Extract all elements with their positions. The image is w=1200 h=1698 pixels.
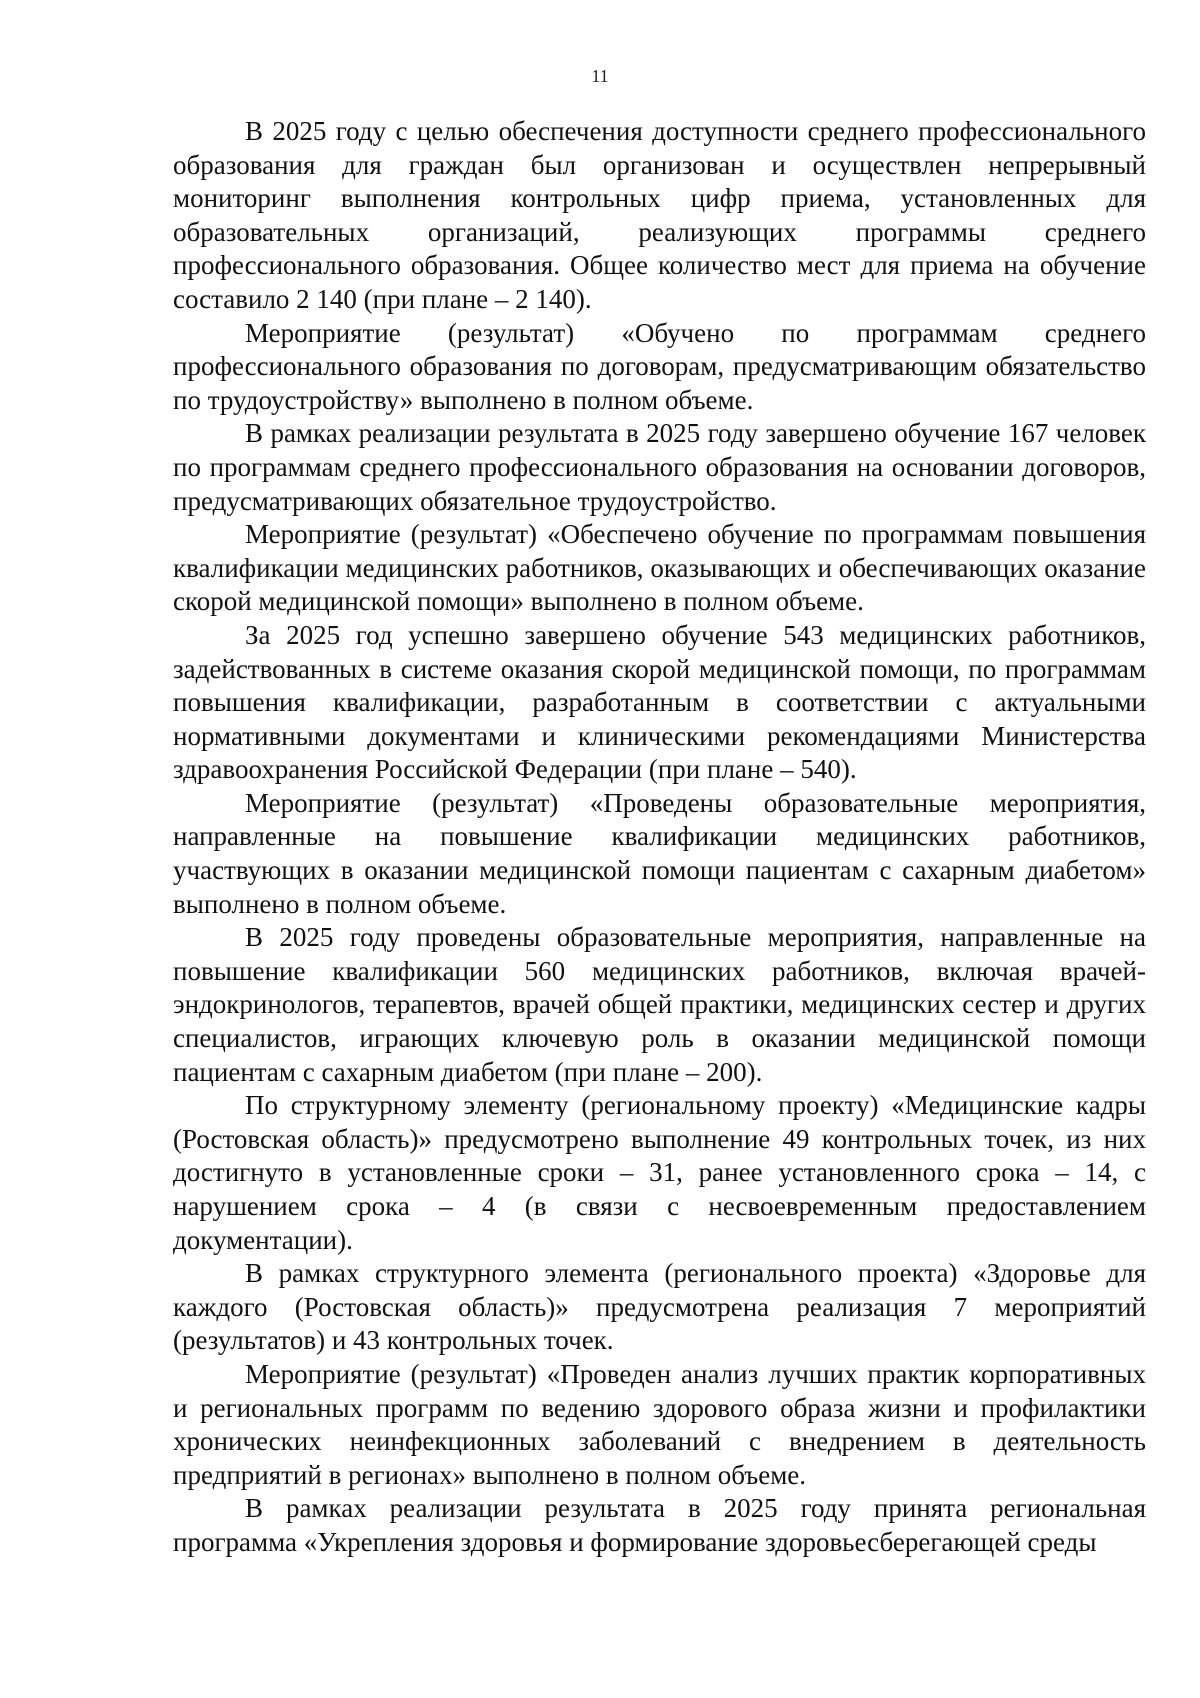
paragraph: По структурному элементу (региональному проекту) «Медицинские кадры (Ростовская область)» предусмотрено выполнение 49 контрольных точек, из них достигнуто в установленные сроки – 31, ранее установленного срока – 14, с нарушением срока – 4 (в связи с несвоевременным предоставлением документации).	[173, 1090, 1146, 1255]
paragraph: В рамках реализации результата в 2025 году принята региональная программа «Укрепления здоровья и формирование здоровьесберегающей среды	[173, 1493, 1146, 1557]
document-body	[173, 115, 1146, 1560]
paragraph: Мероприятие (результат) «Обеспечено обучение по программам повышения квалификации медицинских работников, оказывающих и обеспечивающих оказание скорой медицинской помощи» выполнено в полном объеме.	[173, 519, 1146, 617]
paragraph: Мероприятие (результат) «Проведены образовательные мероприятия, направленные на повышение квалификации медицинских работников, участвующих в оказании медицинской помощи пациентам с сахарным диабетом» выполнено в полном объеме.	[173, 787, 1146, 919]
paragraph: Мероприятие (результат) «Обучено по программам среднего профессионального образования по договорам, предусматривающим обязательство по трудоустройству» выполнено в полном объеме.	[173, 317, 1146, 415]
paragraph: За 2025 год успешно завершено обучение 543 медицинских работников, задействованных в системе оказания скорой медицинской помощи, по программам повышения квалификации, разработанным в соответствии с актуальными нормативными документами и клиническими рекомендациями Министерства здравоохранения Российской Федерации (при плане – 540).	[173, 619, 1146, 785]
page-number: 11	[591, 66, 609, 86]
paragraph: В 2025 году проведены образовательные мероприятия, направленные на повышение квалификации 560 медицинских работников, включая врачей-эндокринологов, терапевтов, врачей общей практики, медицинских сестер и других специалистов, играющих ключевую роль в оказании медицинской помощи пациентам с сахарным диабетом (при плане – 200).	[173, 922, 1146, 1087]
paragraph: Мероприятие (результат) «Проведен анализ лучших практик корпоративных и региональных программ по ведению здорового образа жизни и профилактики хронических неинфекционных заболеваний с внедрением в деятельность предприятий в регионах» выполнено в полном объеме.	[173, 1358, 1146, 1490]
paragraph: В 2025 году с целью обеспечения доступности среднего профессионального образования для граждан был организован и осуществлен непрерывный мониторинг выполнения контрольных цифр приема, установленных для образовательных организаций, реализующих программы среднего профессионального образования. Общее количество мест для приема на обучение составило 2 140 (при плане – 2 140).	[173, 116, 1146, 314]
paragraph: В рамках структурного элемента (регионального проекта) «Здоровье для каждого (Ростовская область)» предусмотрена реализация 7 мероприятий (результатов) и 43 контрольных точек.	[173, 1258, 1146, 1356]
paragraph: В рамках реализации результата в 2025 году завершено обучение 167 человек по программам среднего профессионального образования на основании договоров, предусматривающих обязательное трудоустройство.	[173, 418, 1146, 516]
